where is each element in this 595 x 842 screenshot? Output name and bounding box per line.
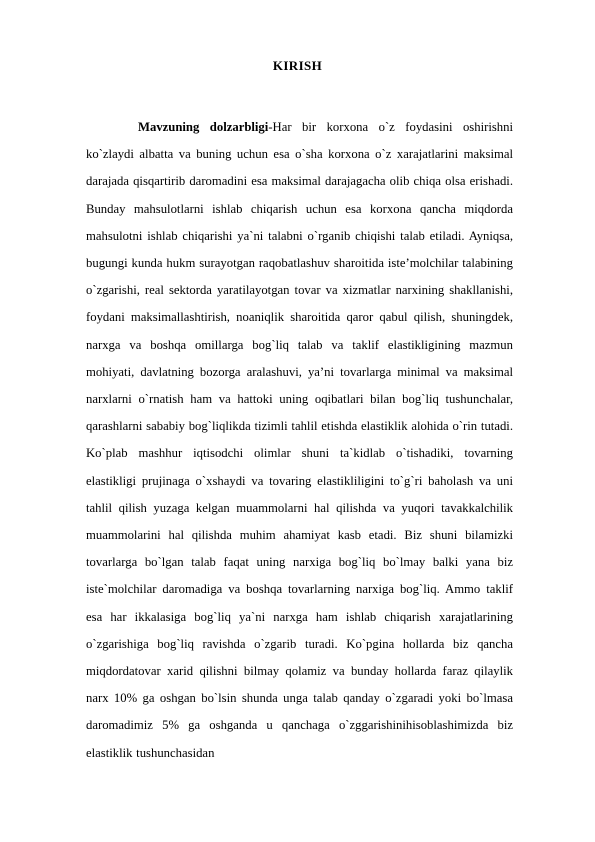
intro-paragraph xyxy=(86,114,513,767)
intro-paragraph-text: -Har bir korxona o`z foydasini oshirishni ko`zlaydi albatta va buning uchun esa o`sha korxona o`z xarajatlarini maksimal darajada qisqartirib daromadini esa maksimal darajagacha olib chiqa olsa erishadi. Bunday mahsulotlarni ishlab chiqarish uchun esa korxona qancha miqdorda mahsulotni ishlab chiqarishi ya`ni talabni o`rganib chiqishi talab etiladi. Ayniqsa, bugungi kunda hukm surayotgan raqobatlashuv sharoitida iste’molchilar talabining o`zgarishi, real sektorda yaratilayotgan tovar va xizmatlar narxining shakllanishi, foydani maksimallashtirish, noaniqlik sharoitida qaror qabul qilish, shuningdek, narxga va boshqa omillarga bog`liq talab va taklif elastikligining mazmun mohiyati, davlatning bozorga aralashuvi, ya’ni tovarlarga minimal va maksimal narxlarni o`rnatish ham va hattoki uning oqibatlari bilan bog`liq tushunchalar, qarashlarni sababiy bog`liqlikda tizimli tahlil etishda elastiklik alohida o`rin tutadi. Ko`plab mashhur iqtisodchi olimlar shuni ta`kidlab o`tishadiki, tovarning elastikligi prujinaga o`xshaydi va tovaring elastikliligini to`g`ri baholash va uni tahlil qilish yuzaga kelgan muammolarni hal qilishda va yuqori tavakkalchilik muammolarini hal qilishda muhim ahamiyat kasb etadi. Biz shuni bilamizki tovarlarga bo`lgan talab faqat uning narxiga bog`liq bo`lmay balki yana biz iste`molchilar daromadiga va boshqa tovarlarning narxiga bog`liq. Ammo taklif esa har ikkalasiga bog`liq ya`ni narxga ham ishlab chiqarish xarajatlarining o`zgarishiga bog`liq ravishda o`zgarib turadi. Ko`pgina hollarda biz qancha miqdordatovar xarid qilishni bilmay qolamiz va bunday hollarda faraz qilaylik narx 10% ga oshgan bo`lsin shunda unga talab qanday o`zgaradi yoki bo`lmasa daromadimiz 5% ga oshganda u qanchaga o`zggarishinihisoblashimizda biz elastiklik tushunchasidan xyxy=(86,120,513,760)
section-title: KIRISH xyxy=(272,58,323,73)
lead-term: Mavzuning dolzarbligi xyxy=(138,120,269,134)
